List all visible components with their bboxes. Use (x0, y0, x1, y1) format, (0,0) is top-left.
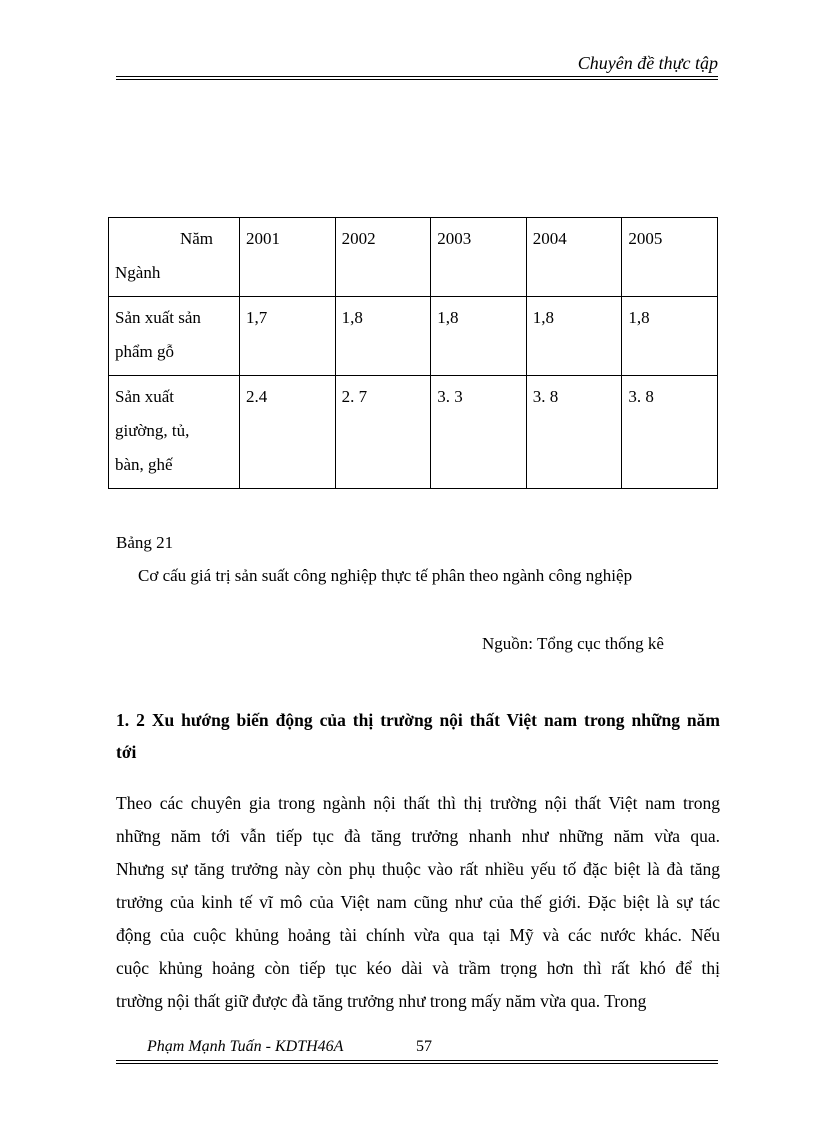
paragraph-line: động của cuộc khủng hoảng tài chính vừa qua tại Mỹ và các nước khác. Nếu (116, 925, 720, 945)
paragraph-line: những năm tới vẫn tiếp tục đà tăng trưởng nhanh như những năm vừa qua. (116, 826, 720, 846)
footer-double-rule (116, 1060, 718, 1065)
table-row (109, 376, 718, 489)
section-heading-line: tới (116, 742, 137, 762)
header-double-rule (116, 76, 718, 81)
paragraph-line: Theo các chuyên gia trong ngành nội thất thì thị trường nội thất Việt nam trong (116, 793, 720, 813)
year-header-cell: 2002 (335, 218, 431, 297)
table-cell: 3. 3 (431, 376, 527, 489)
year-header-cell: 2003 (431, 218, 527, 297)
table-cell: 3. 8 (622, 376, 718, 489)
row-label-line: phẩm gỗ (115, 342, 175, 361)
paragraph-line: cuộc khủng hoảng còn tiếp tục kéo dài và trầm trọng hơn thì rất khó để thị (116, 958, 720, 978)
table-cell: 1,8 (526, 297, 622, 376)
year-header-cell: 2001 (240, 218, 336, 297)
row-label-line: giường, tủ, (115, 421, 190, 440)
page-number: 57 (416, 1038, 432, 1055)
section-heading-line: 1. 2 Xu hướng biến động của thị trường nội thất Việt nam trong những năm (116, 710, 720, 730)
table-cell: 1,8 (335, 297, 431, 376)
row-label-line: Sản xuất sản (115, 308, 201, 327)
table-cell: 1,7 (240, 297, 336, 376)
paragraph-line: trường nội thất giữ được đà tăng trưởng như trong mấy năm vừa qua. Trong (116, 991, 647, 1011)
section-heading (116, 704, 720, 768)
row-label-cell (109, 376, 240, 489)
table-cell: 2.4 (240, 376, 336, 489)
industry-value-table (108, 217, 718, 489)
table-row (109, 297, 718, 376)
table-caption-label: Bảng 21 (116, 533, 174, 552)
row-label-cell (109, 297, 240, 376)
table-header-row (109, 218, 718, 297)
table-cell: 1,8 (622, 297, 718, 376)
year-header-cell: 2004 (526, 218, 622, 297)
corner-industry-label: Ngành (115, 263, 161, 282)
paragraph-line: trưởng của kinh tế vĩ mô của Việt nam cũng như của thế giới. Đặc biệt là sự tác (116, 892, 720, 912)
table-cell: 1,8 (431, 297, 527, 376)
year-header-cell: 2005 (622, 218, 718, 297)
row-label-line: bàn, ghế (115, 455, 173, 474)
footer-author: Phạm Mạnh Tuấn - KDTH46A (147, 1038, 344, 1055)
table-corner-cell (109, 218, 240, 297)
row-label-line: Sản xuất (115, 387, 175, 406)
table-cell: 2. 7 (335, 376, 431, 489)
table-source: Nguồn: Tổng cục thống kê (482, 634, 664, 653)
body-paragraph (116, 787, 720, 1018)
corner-year-label: Năm (179, 229, 213, 248)
table-cell: 3. 8 (526, 376, 622, 489)
running-header-title: Chuyên đề thực tập (577, 53, 718, 73)
paragraph-line: Nhưng sự tăng trưởng này còn phụ thuộc vào rất nhiều yếu tố đặc biệt là đà tăng (116, 859, 720, 879)
table-caption-text: Cơ cấu giá trị sản suất công nghiệp thực tế phân theo ngành công nghiệp (138, 566, 633, 585)
